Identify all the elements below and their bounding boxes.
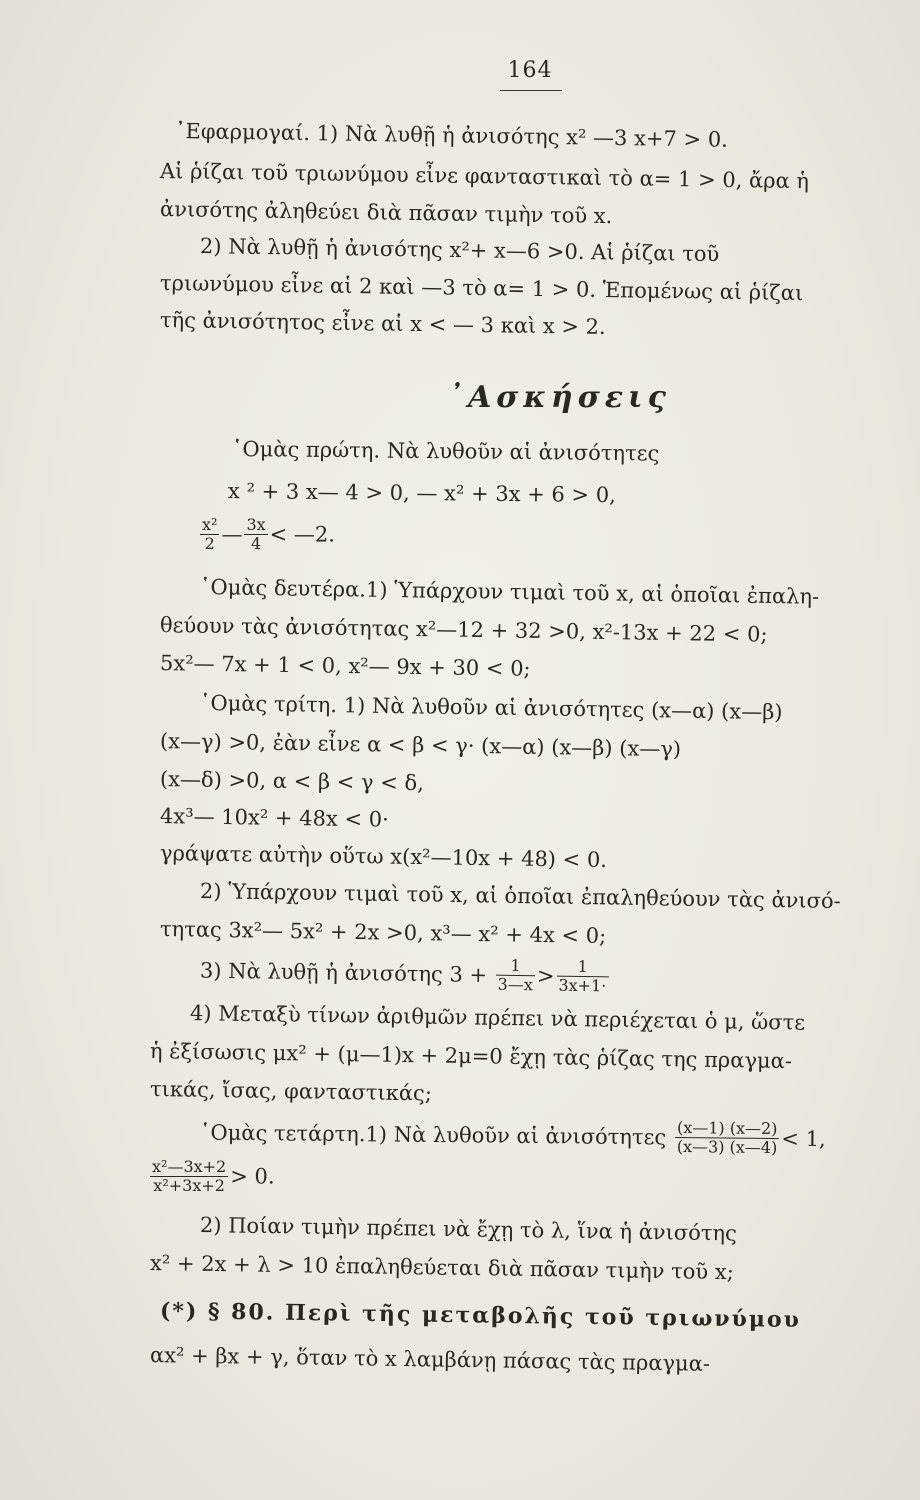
text-line: αx² + βx + γ, ὅταν τὸ x λαμβάνῃ πάσας τὰς πραγμα- xyxy=(149,1343,711,1376)
fraction: $\frac{\text{x²}}{2}$ xyxy=(202,515,218,553)
text-line: Αἱ ῥίζαι τοῦ τριωνύμου εἶνε φανταστικαὶ τὸ α= 1 > 0, ἄρα ἡ xyxy=(159,159,810,194)
text-line: ἀνισότης ἀληθεύει διὰ πᾶσαν τιμὴν τοῦ x. xyxy=(159,197,613,229)
fraction-inequality-2: 3) Νὰ λυθῇ ἡ ἀνισότης 3 + $\frac{1}{3—x}$ > $\frac{1}{3x+1\cdot}$ xyxy=(200,952,611,995)
fraction-inequality-3: ῾Ομὰς τετάρτη.1) Νὰ λυθοῦν αἱ ἀνισότητες $\frac{(x—1) (x—2)}{(x—3) (x—4)}$ < 1, xyxy=(199,1117,826,1158)
text-line: (x—γ) >0, ἐὰν εἶνε α < β < γ· (x—α) (x—β) (x—γ) xyxy=(159,729,682,762)
text-line: τριωνύμου εἶνε αἱ 2 καὶ —3 τὸ α= 1 > 0. Ἑπομένως αἱ ῥίζαι xyxy=(159,271,804,306)
fraction-inequality-1: $\frac{\text{x²}}{2}$ — $\frac{3x}{4}$ < —2. xyxy=(202,515,335,553)
text-line: 2) Ποίαν τιμὴν πρέπει νὰ ἔχῃ τὸ λ, ἵνα ἡ ἀνισότης xyxy=(199,1213,738,1246)
text-line: 4x³— 10x² + 48x < 0· xyxy=(159,804,389,832)
text-line: ῾Ομὰς πρώτη. Νὰ λυθοῦν αἱ ἀνισότητες xyxy=(231,437,660,466)
text-line: τῆς ἀνισότητος εἶνε αἱ x < — 3 καὶ x > 2. xyxy=(159,308,606,340)
text-line: 4) Μεταξὺ τίνων ἀριθμῶν πρέπει νὰ περιέχεται ὁ μ, ὥστε xyxy=(189,1001,806,1035)
fraction: $\frac{3x}{4}$ xyxy=(246,515,266,553)
section-heading: (*) § 80. Περὶ τῆς μεταβολῆς τοῦ τριωνύμου xyxy=(159,1298,802,1333)
page-number-rule xyxy=(500,90,562,91)
text-line: τητας 3x²— 5x² + 2x >0, x³— x² + 4x < 0; xyxy=(159,917,607,949)
fraction: $\frac{1}{3x+1\cdot}$ xyxy=(556,958,608,996)
text-line: ῾Ομὰς δευτέρα.1) Ὑπάρχουν τιμαὶ τοῦ x, αἱ ὁποῖαι ἐπαλη- xyxy=(199,575,820,609)
text-line: τικάς, ἴσας, φανταστικάς; xyxy=(149,1077,433,1106)
fraction: $\frac{\text{x²—3x+2}}{\text{x²+3x+2}}$ xyxy=(152,1157,227,1195)
text-line: θεύουν τὰς ἀνισότητας x²—12 + 32 >0, x²-13x + 22 < 0; xyxy=(159,613,768,647)
text-line: γράψατε αὐτὴν οὕτω x(x²—10x + 48) < 0. xyxy=(159,841,608,873)
exercises-heading: ᾿Ασκήσεις xyxy=(448,380,671,415)
fraction: $\frac{(x—1) (x—2)}{(x—3) (x—4)}$ xyxy=(676,1117,778,1158)
text-line: ᾿Εφαρμογαί. 1) Νὰ λυθῇ ἡ ἀνισότης x² —3 x+7 > 0. xyxy=(174,119,729,152)
text-line: x² + 2x + λ > 10 ἐπαληθεύεται διὰ πᾶσαν τιμὴν τοῦ x; xyxy=(149,1251,734,1285)
fraction: $\frac{1}{3—x}$ xyxy=(495,957,535,995)
text-line: 5x²— 7x + 1 < 0, x²— 9x + 30 < 0; xyxy=(159,651,531,681)
fraction-inequality-4: $\frac{\text{x²—3x+2}}{\text{x²+3x+2}}$ > 0. xyxy=(152,1157,275,1195)
text-line: ἡ ἐξίσωσις μx² + (μ—1)x + 2μ=0 ἔχῃ τὰς ῥίζας της πραγμα- xyxy=(149,1039,793,1074)
text-line: ῾Ομὰς τρίτη. 1) Νὰ λυθοῦν αἱ ἀνισότητες (x—α) (x—β) xyxy=(199,691,783,725)
text-line: 2) Νὰ λυθῇ ἡ ἀνισότης x²+ x—6 >0. Αἱ ῥίζαι τοῦ xyxy=(199,234,720,267)
page-number: 164 xyxy=(507,58,553,83)
text-line: (x—δ) >0, α < β < γ < δ, xyxy=(159,767,425,796)
text-line: x ² + 3 x— 4 > 0, — x² + 3x + 6 > 0, xyxy=(227,479,616,508)
text-line: 2) Ὑπάρχουν τιμαὶ τοῦ x, αἱ ὁποῖαι ἐπαληθεύουν τὰς ἀνισό- xyxy=(199,879,841,914)
